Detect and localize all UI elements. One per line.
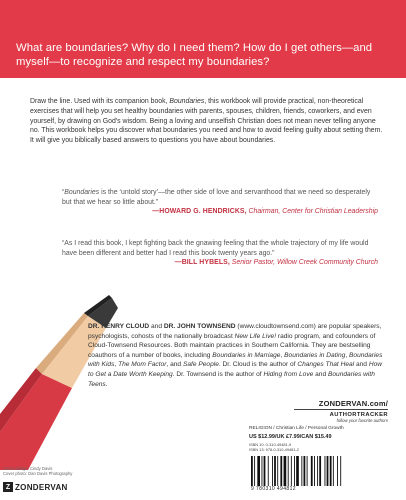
book-title: The Mom Factor bbox=[118, 361, 167, 369]
barcode-bar bbox=[277, 456, 278, 486]
barcode-bar bbox=[307, 456, 308, 486]
barcode-bar bbox=[330, 456, 332, 486]
book-title: Hiding from Love bbox=[263, 370, 314, 378]
barcode-bar bbox=[280, 456, 282, 486]
book-title: Changes That Heal bbox=[297, 361, 355, 369]
quote-text: is the ‘untold story’—the other side of love and servanthood that we need so desperately but that we hear so little about.” bbox=[62, 189, 371, 206]
quote-open: “ bbox=[62, 189, 65, 196]
barcode-bar bbox=[304, 456, 306, 486]
author-name: DR. JOHN TOWNSEND bbox=[163, 323, 236, 330]
credit-design: Cover design: Cindy Davis bbox=[3, 466, 53, 471]
barcode-bar bbox=[319, 456, 321, 486]
barcode-number: 9 780310 494812 bbox=[251, 486, 296, 492]
barcode-bar bbox=[314, 456, 315, 486]
barcode-bar bbox=[333, 456, 334, 486]
isbn-10: ISBN 10: 0-310-49481-9 bbox=[249, 442, 292, 447]
publisher-author-tracker bbox=[294, 399, 388, 423]
barcode-bar bbox=[264, 456, 266, 486]
author-bio bbox=[88, 322, 388, 389]
credit-photo: Cover photo: Dan Davis Photography bbox=[3, 471, 73, 477]
description bbox=[30, 97, 385, 146]
bio-text: (www.cloudtownsend.com) are popular speakers, psychologists, cohosts of the nationally broadcast bbox=[88, 323, 382, 340]
radio-title: New Life Live! bbox=[234, 332, 277, 340]
quote-author: —HOWARD G. HENDRICKS, bbox=[152, 208, 247, 216]
bio-text: . Dr. Townsend is the author of bbox=[172, 370, 264, 378]
barcode-bar bbox=[301, 456, 302, 486]
barcode-bar bbox=[325, 456, 326, 486]
bio-text: , bbox=[114, 361, 119, 369]
publisher-logo bbox=[3, 482, 68, 492]
barcode-bar bbox=[327, 456, 329, 486]
quote-attribution bbox=[62, 207, 378, 217]
bio-text: . Dr. Cloud is the author of bbox=[218, 361, 298, 369]
author-tracker-label: AUTHORTRACKER bbox=[329, 412, 388, 418]
barcode-bar bbox=[262, 456, 263, 486]
book-title: Safe People bbox=[182, 361, 219, 369]
publisher-url: ZONDERVAN.com/ bbox=[294, 399, 388, 410]
barcode-bar bbox=[291, 456, 292, 486]
book-title: Boundaries in Marriage bbox=[212, 351, 281, 359]
barcode-bar bbox=[268, 456, 269, 486]
book-title: Boundaries with Kids bbox=[88, 351, 383, 369]
header-question: What are boundaries? Why do I need them? How do I get others—and myself—to recognize and respect my boundaries? bbox=[16, 42, 373, 68]
quote-book-title: Boundaries bbox=[64, 189, 100, 196]
bio-text: and bbox=[313, 370, 328, 378]
quote-author: —BILL HYBELS, bbox=[174, 259, 230, 267]
author-tracker-tagline: follow your favorite authors bbox=[336, 418, 388, 423]
bio-text: , and bbox=[166, 361, 183, 369]
barcode-bar bbox=[274, 456, 276, 486]
barcode-bar bbox=[284, 456, 287, 486]
endorsement-quote bbox=[62, 188, 378, 217]
header-banner bbox=[0, 0, 406, 78]
zondervan-logo-icon: Z bbox=[3, 482, 13, 492]
book-title: Boundaries bbox=[169, 98, 205, 105]
barcode-bar bbox=[317, 456, 318, 486]
book-title: Boundaries in Dating bbox=[284, 351, 346, 359]
barcode-bar bbox=[337, 456, 338, 486]
barcode-bar bbox=[294, 456, 295, 486]
barcode bbox=[249, 456, 377, 486]
book-category: RELIGION / Christian Life / Personal Growth bbox=[249, 426, 344, 431]
zondervan-wordmark: ZONDERVAN bbox=[15, 482, 68, 492]
quote-text: “As I read this book, I kept fighting back the gnawing feeling that the whole trajectory of my life would have been different and better had I read this book twenty years ago.” bbox=[62, 240, 369, 257]
bio-text: . bbox=[105, 380, 108, 388]
barcode-bar bbox=[288, 456, 289, 486]
barcode-bar bbox=[296, 456, 299, 486]
book-title: Boundaries with Teens bbox=[88, 370, 375, 388]
barcode-bar bbox=[254, 456, 255, 486]
bio-text: and bbox=[149, 323, 164, 330]
barcode-bar bbox=[272, 456, 273, 486]
quote-role: Chairman, Center for Christian Leadership bbox=[246, 208, 378, 216]
barcode-bar bbox=[257, 456, 260, 486]
book-price: US $12.99/UK £7.99/CAN $15.49 bbox=[249, 434, 332, 440]
description-text: , this workbook will provide practical, non-theoretical exercises that will help you set healthy boundaries with parents, spouses, children, friends, coworkers, and even yourself, by drawing on God's wisdom. Being a loving and unselfish Christian does not mean never telling anyone no. This workbook helps you discover what boundaries you need and how to avoid feeling guilty about setting them. It will give you biblically based answers to questions you have about boundaries. bbox=[30, 98, 383, 145]
isbn-13: ISBN 13: 978-0-310-49481-2 bbox=[249, 447, 299, 452]
bio-text: radio program, and cofounders of Cloud-Townsend Resources. Both maintain practices in Southern California. They are bestselling coauthors of a number of books, including bbox=[88, 332, 376, 359]
description-text: Draw the line. Used with its companion book, bbox=[30, 98, 170, 105]
barcode-bar bbox=[311, 456, 313, 486]
barcode-bar bbox=[340, 456, 341, 486]
book-title: How to Get a Date Worth Keeping bbox=[88, 361, 383, 378]
cover-credits bbox=[3, 466, 72, 477]
bio-text: and bbox=[354, 361, 369, 369]
bio-text: , bbox=[345, 351, 350, 359]
bio-text: , bbox=[280, 351, 285, 359]
isbn-block bbox=[249, 442, 299, 452]
author-name: DR. HENRY CLOUD bbox=[88, 323, 150, 330]
quote-role: Senior Pastor, Willow Creek Community Church bbox=[229, 259, 378, 267]
barcode-bar bbox=[251, 456, 253, 486]
